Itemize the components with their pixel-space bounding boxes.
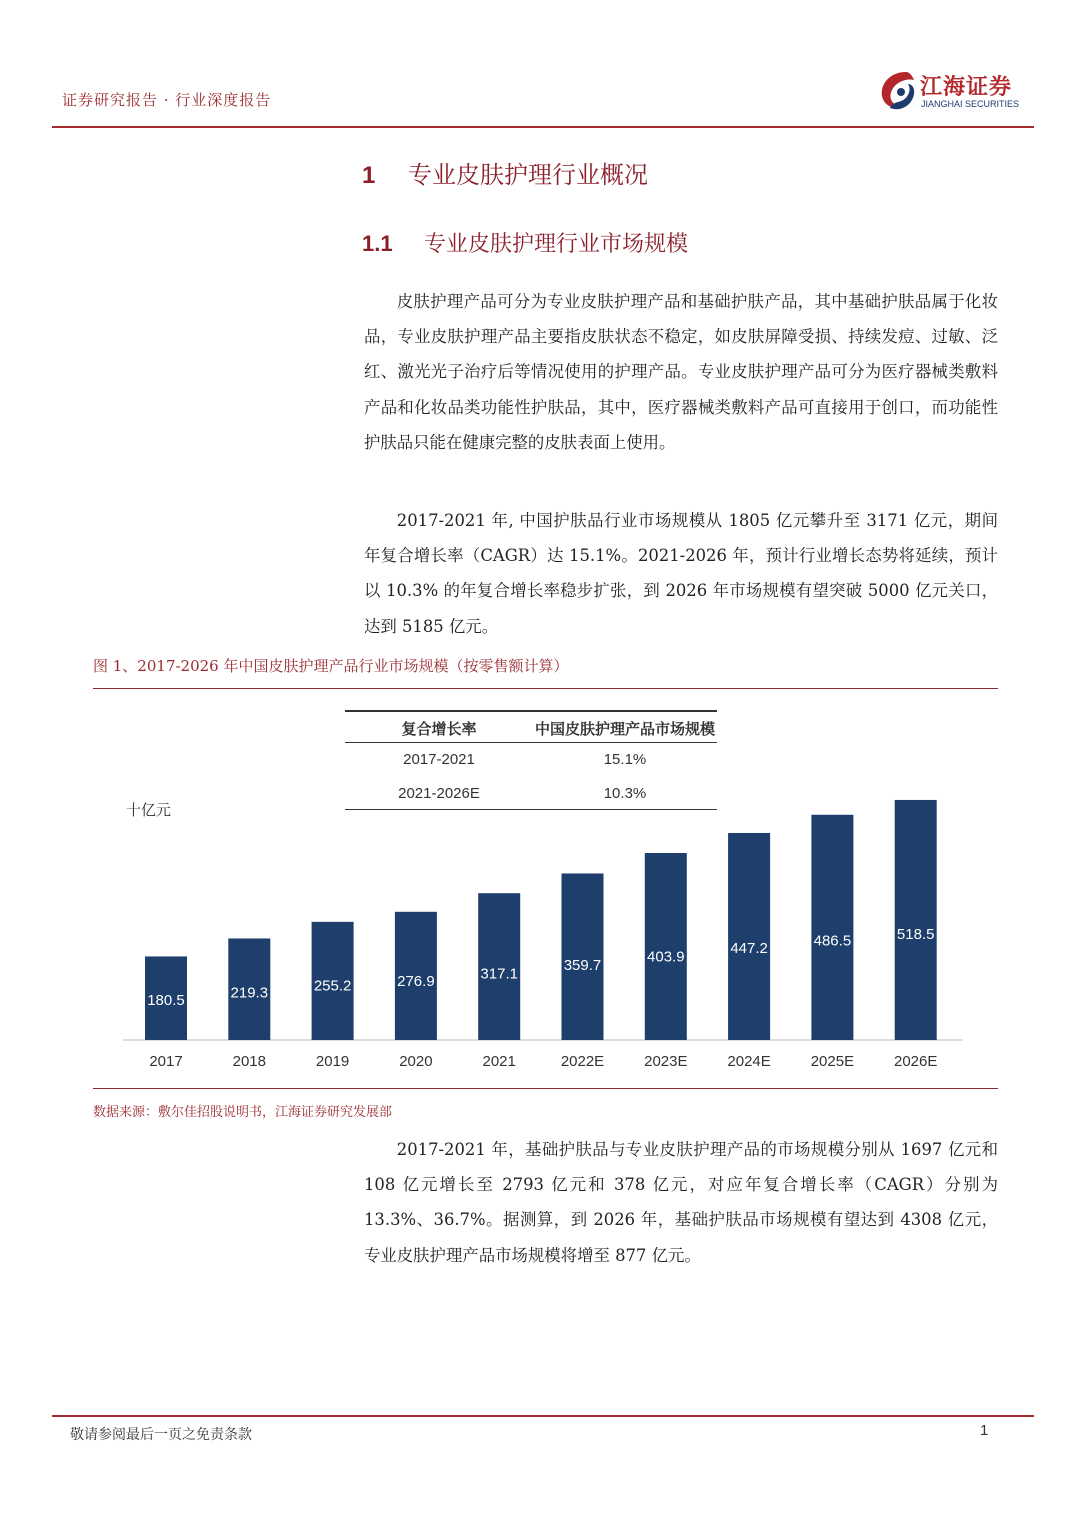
table-top-rule xyxy=(345,710,717,712)
x-tick-label-2021: 2021 xyxy=(482,1053,516,1070)
x-tick-label-2017: 2017 xyxy=(149,1053,183,1070)
logo-chinese-text: 江海证券 xyxy=(920,75,1013,100)
footer-divider xyxy=(52,1415,1034,1417)
disclaimer-note: 敬请参阅最后一页之免责条款 xyxy=(70,1427,252,1443)
table-header-cagr: 复合增长率 xyxy=(401,721,477,738)
x-tick-label-2025E: 2025E xyxy=(810,1053,855,1070)
data-label-2020: 276.9 xyxy=(397,973,435,991)
y-axis-unit-label: 十亿元 xyxy=(126,802,172,819)
table-cell-period: 2021-2026E xyxy=(398,785,480,802)
logo-english-text: JIANGHAI SECURITIES xyxy=(921,99,1020,109)
subsection-heading xyxy=(362,227,688,258)
data-label-2024E: 447.2 xyxy=(730,940,768,958)
data-label-2022E: 359.7 xyxy=(563,957,602,975)
data-label-2025E: 486.5 xyxy=(813,932,852,950)
subsection-title: 专业皮肤护理行业市场规模 xyxy=(424,232,689,257)
data-label-2021: 317.1 xyxy=(480,965,518,983)
table-cell-period: 2017-2021 xyxy=(403,751,475,768)
x-tick-label-2020: 2020 xyxy=(399,1053,433,1070)
bar-2023E xyxy=(645,853,687,1040)
company-logo xyxy=(876,66,1036,114)
table-header-market: 中国皮肤护理产品市场规模 xyxy=(534,721,715,738)
x-tick-label-2024E: 2024E xyxy=(727,1053,771,1070)
figure-source: 数据来源：敷尔佳招股说明书，江海证券研究发展部 xyxy=(93,1105,393,1120)
bar-2024E xyxy=(728,833,770,1040)
data-label-2018: 219.3 xyxy=(230,984,269,1002)
section-number: 1 xyxy=(362,162,376,189)
report-type-label: 证券研究报告 · 行业深度报告 xyxy=(62,91,272,109)
x-tick-label-2023E: 2023E xyxy=(644,1053,688,1070)
body-paragraph-1: 皮肤护理产品可分为专业皮肤护理产品和基础护肤产品，其中基础护肤品属于化妆品，专业皮肤护理产品主要指皮肤状态不稳定，如皮肤屏障受损、持续发痘、过敏、泛红、激光光子治疗后等情况使用的护理产品。专业皮肤护理产品可分为医疗器械类敷料产品和化妆品类功能性护肤品，其中，医疗器械类敷料产品可直接用于创口，而功能性护肤品只能在健康完整的皮肤表面上使用。 xyxy=(364,292,998,452)
data-label-2019: 255.2 xyxy=(313,977,352,995)
section-title: 专业皮肤护理行业概况 xyxy=(408,161,648,189)
data-label-2023E: 403.9 xyxy=(647,948,685,966)
x-tick-label-2018: 2018 xyxy=(232,1053,266,1070)
figure-bottom-divider xyxy=(93,1088,998,1089)
x-tick-label-2026E: 2026E xyxy=(894,1053,938,1070)
chart-canvas xyxy=(93,790,998,1080)
figure-top-divider xyxy=(93,688,998,689)
table-header-rule xyxy=(345,742,717,743)
body-paragraph-3: 2017-2021 年，基础护肤品与专业皮肤护理产品的市场规模分别从 1697 亿元和 108 亿元增长至 2793 亿元和 378 亿元，对应年复合增长率（CAGR）分别为 13.3%、36.7%。据测算，到 2026 年，基础护肤品市场规模有望达到 4308 亿元，专业皮肤护理产品市场规模将增至 877 亿元。 xyxy=(364,1140,998,1265)
header-divider xyxy=(52,126,1034,128)
logo-swirl-icon xyxy=(876,66,920,114)
table-cell-rate: 10.3% xyxy=(603,785,647,802)
data-label-2026E: 518.5 xyxy=(896,926,935,944)
x-tick-label-2019: 2019 xyxy=(315,1053,350,1070)
table-cell-rate: 15.1% xyxy=(603,751,647,768)
market-size-bar-chart xyxy=(93,790,998,1080)
subsection-number: 1.1 xyxy=(362,231,393,256)
data-label-2017: 180.5 xyxy=(147,991,185,1009)
page-number: 1 xyxy=(980,1422,989,1439)
body-paragraph-2: 2017-2021 年, 中国护肤品行业市场规模从 1805 亿元攀升至 3171 亿元，期间年复合增长率（CAGR）达 15.1%。2021-2026 年，预计行业增长态势将延续，预计以 10.3% 的年复合增长率稳步扩张，到 2026 年市场规模有望突破 5000 亿元关口，达到 5185 亿元。 xyxy=(364,511,998,636)
figure-caption: 图 1、2017-2026 年中国皮肤护理产品行业市场规模（按零售额计算） xyxy=(93,657,569,675)
section-heading xyxy=(362,155,648,190)
x-tick-label-2022E: 2022E xyxy=(560,1053,605,1070)
bar-2025E xyxy=(811,815,853,1040)
bar-2026E xyxy=(895,800,937,1040)
